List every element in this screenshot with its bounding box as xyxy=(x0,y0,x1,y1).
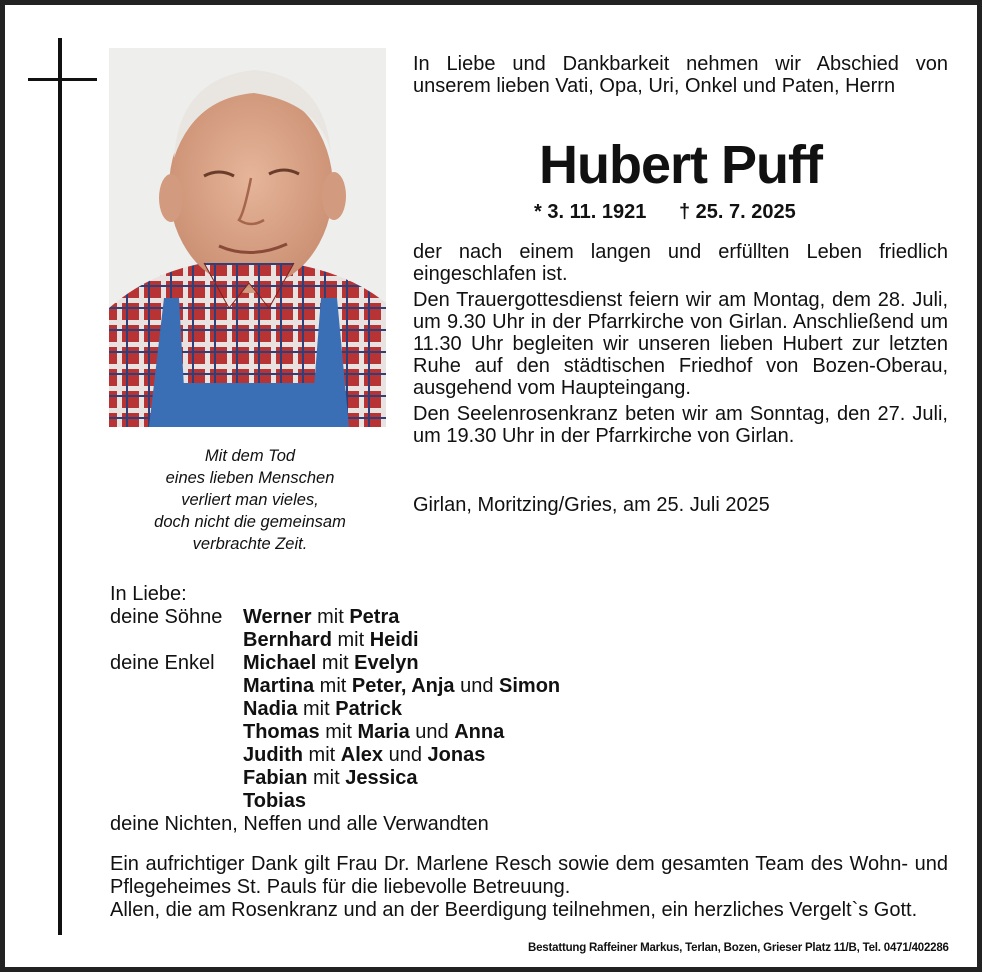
announcement-body xyxy=(413,241,948,451)
family-name: Peter, Anja xyxy=(351,675,455,697)
family-name: Alex xyxy=(340,744,384,766)
family-name: Michael xyxy=(243,652,317,674)
family-heading: In Liebe: xyxy=(110,583,187,605)
quote-line: verliert man vieles, xyxy=(181,491,319,509)
family-name: Petra xyxy=(349,606,400,628)
family-name: Jonas xyxy=(427,744,486,766)
family-row xyxy=(110,606,710,629)
connector-text: mit xyxy=(314,675,352,697)
paragraph: Den Trauergottesdienst feiern wir am Montag, dem 28. Juli, um 9.30 Uhr in der Pfarrkirche von Girlan. Anschließend um 11.30 Uhr begleiten wir unseren lieben Hubert zur letzten Ruhe auf den städtischen Friedhof von Bozen-Oberau, ausgehend vom Haupteingang. xyxy=(413,289,948,399)
family-members xyxy=(243,652,419,675)
family-members xyxy=(243,675,560,698)
family-name: Patrick xyxy=(335,698,402,720)
family-members xyxy=(243,721,504,744)
sons-label: deine Söhne xyxy=(110,606,223,628)
memorial-quote xyxy=(110,445,390,555)
family-name: Fabian xyxy=(243,767,308,789)
family-row xyxy=(110,744,710,767)
connector-text: mit xyxy=(303,744,341,766)
death-date: † 25. 7. 2025 xyxy=(679,201,796,223)
thanks-paragraph: Allen, die am Rosenkranz und an der Beerdigung teilnehmen, ein herzliches Vergelt`s Gott. xyxy=(110,899,918,921)
funeral-home-footer: Bestattung Raffeiner Markus, Terlan, Bozen, Grieser Platz 11/B, Tel. 0471/402286 xyxy=(528,942,949,954)
thanks-text xyxy=(110,853,948,922)
family-members xyxy=(243,629,419,652)
family-row xyxy=(110,629,710,652)
connector-text: mit xyxy=(297,698,336,720)
paragraph: Den Seelenrosenkranz beten wir am Sonntag, den 27. Juli, um 19.30 Uhr in der Pfarrkirche von Girlan. xyxy=(413,403,948,447)
connector-text: und xyxy=(409,721,455,743)
family-members xyxy=(243,790,306,813)
family-name: Tobias xyxy=(243,790,306,812)
family-members xyxy=(243,744,485,767)
quote-line: verbrachte Zeit. xyxy=(192,535,308,553)
thanks-paragraph: Ein aufrichtiger Dank gilt Frau Dr. Marlene Resch sowie dem gesamten Team des Wohn- und Pflegeheimes St. Pauls für die liebevolle Betreuung. xyxy=(110,853,948,898)
family-row xyxy=(110,698,710,721)
family-row xyxy=(110,721,710,744)
family-name: Thomas xyxy=(243,721,320,743)
place-date: Girlan, Moritzing/Gries, am 25. Juli 2025 xyxy=(413,494,770,516)
connector-text: und xyxy=(383,744,428,766)
quote-line: doch nicht die gemeinsam xyxy=(154,513,346,531)
grandchildren-label: deine Enkel xyxy=(110,652,215,674)
family-members xyxy=(243,606,399,629)
family-row xyxy=(110,790,710,813)
family-name: Maria xyxy=(357,721,410,743)
portrait-photo xyxy=(109,48,386,427)
family-name: Bernhard xyxy=(243,629,332,651)
family-members xyxy=(243,767,418,790)
connector-text: und xyxy=(454,675,500,697)
family-name: Evelyn xyxy=(354,652,419,674)
family-name: Heidi xyxy=(369,629,419,651)
family-name: Jessica xyxy=(345,767,418,789)
family-members xyxy=(243,698,402,721)
quote-line: eines lieben Menschen xyxy=(165,469,335,487)
family-list xyxy=(110,583,710,836)
connector-text: mit xyxy=(316,652,355,674)
connector-text: mit xyxy=(307,767,346,789)
connector-text: mit xyxy=(331,629,370,651)
family-name: Martina xyxy=(243,675,315,697)
cross-icon-horizontal xyxy=(28,78,97,81)
family-row xyxy=(110,652,710,675)
deceased-name: Hubert Puff xyxy=(539,135,822,195)
family-name: Nadia xyxy=(243,698,298,720)
paragraph: der nach einem langen und erfüllten Leben friedlich eingeschlafen ist. xyxy=(413,241,948,285)
quote-line: Mit dem Tod xyxy=(204,447,296,465)
family-name: Werner xyxy=(243,606,312,628)
intro-text: In Liebe und Dankbarkeit nehmen wir Abschied von unserem lieben Vati, Opa, Uri, Onkel und Paten, Herrn xyxy=(413,53,948,97)
family-name: Anna xyxy=(454,721,505,743)
connector-text: mit xyxy=(319,721,358,743)
connector-text: mit xyxy=(311,606,350,628)
family-row xyxy=(110,675,710,698)
other-relatives: deine Nichten, Neffen und alle Verwandten xyxy=(110,813,489,835)
family-row xyxy=(110,767,710,790)
cross-icon-vertical xyxy=(58,38,62,935)
family-name: Judith xyxy=(243,744,303,766)
family-name: Simon xyxy=(499,675,561,697)
birth-date: * 3. 11. 1921 xyxy=(534,201,647,223)
